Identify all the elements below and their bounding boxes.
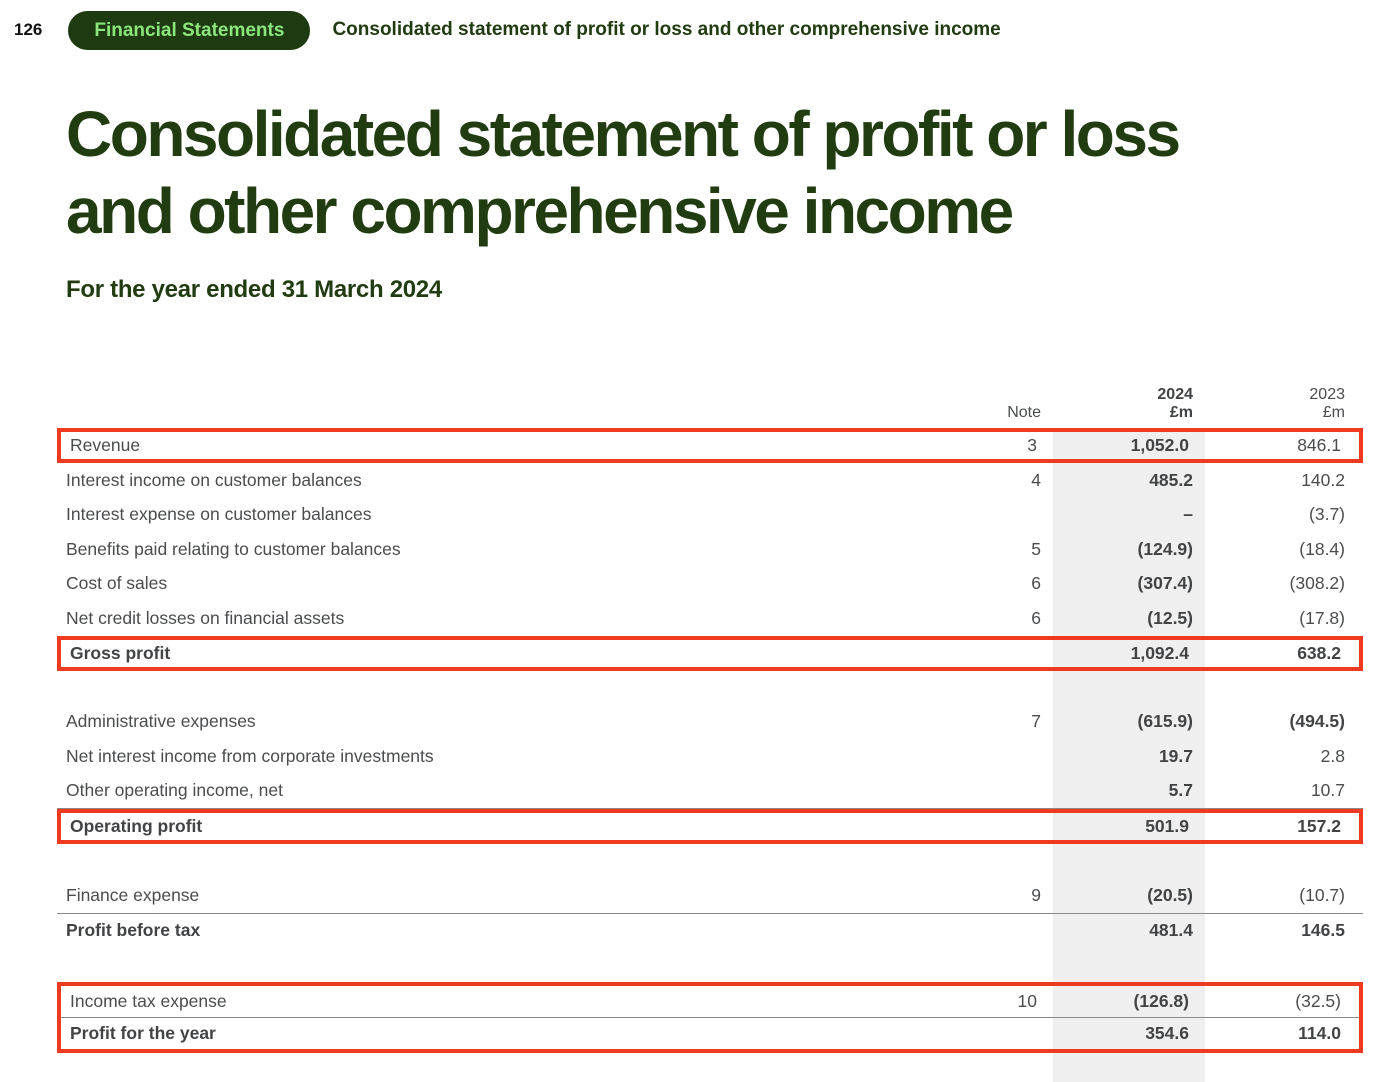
table-body bbox=[57, 428, 1363, 1053]
value-2023-cell: (18.4) bbox=[1299, 538, 1345, 559]
value-2023-cell: 114.0 bbox=[1298, 1023, 1341, 1043]
note-cell: 7 bbox=[1031, 711, 1041, 732]
highlight-box bbox=[57, 428, 1363, 463]
table-row bbox=[61, 986, 1359, 1017]
row-label: Benefits paid relating to customer balances bbox=[66, 538, 401, 559]
value-2023-cell: 2.8 bbox=[1320, 745, 1345, 766]
page-title-line2: and other comprehensive income bbox=[66, 175, 1012, 247]
income-statement-table bbox=[57, 378, 1363, 1082]
table-row bbox=[57, 705, 1363, 740]
value-2023-cell: 140.2 bbox=[1301, 469, 1345, 490]
note-cell: 4 bbox=[1031, 469, 1041, 490]
col-header-2023-unit: £m bbox=[1322, 404, 1345, 421]
section-gap bbox=[57, 844, 1363, 878]
table-row bbox=[61, 432, 1359, 459]
row-label: Profit for the year bbox=[70, 1023, 216, 1043]
table-row bbox=[57, 914, 1363, 949]
col-header-note: Note bbox=[1007, 404, 1041, 421]
col-header-2024 bbox=[1053, 386, 1205, 422]
value-2024-cell: 501.9 bbox=[1145, 816, 1189, 836]
value-2024-cell: (12.5) bbox=[1147, 607, 1193, 628]
table-row bbox=[57, 878, 1363, 913]
value-2024-cell: 1,052.0 bbox=[1130, 435, 1189, 455]
row-label: Interest expense on customer balances bbox=[66, 504, 372, 525]
section-gap bbox=[57, 671, 1363, 705]
table-row bbox=[57, 498, 1363, 533]
period-subtitle: For the year ended 31 March 2024 bbox=[66, 276, 442, 303]
value-2023-cell: (494.5) bbox=[1289, 711, 1345, 732]
table-row bbox=[57, 532, 1363, 567]
row-label: Finance expense bbox=[66, 884, 200, 905]
value-2023-cell: (3.7) bbox=[1309, 504, 1345, 525]
value-2024-cell: – bbox=[1183, 504, 1193, 525]
value-2024-cell: 5.7 bbox=[1168, 780, 1193, 801]
page-title bbox=[66, 96, 1179, 250]
top-bar bbox=[14, 8, 1001, 52]
page-number: 126 bbox=[14, 20, 43, 39]
value-2024-cell: 485.2 bbox=[1149, 469, 1193, 490]
value-2023-cell: 146.5 bbox=[1301, 920, 1345, 941]
row-label: Revenue bbox=[70, 435, 141, 455]
row-label: Administrative expenses bbox=[66, 711, 256, 732]
value-2023-cell: (32.5) bbox=[1295, 991, 1341, 1011]
col-header-2024-unit: £m bbox=[1169, 404, 1193, 421]
section-badge[interactable]: Financial Statements bbox=[68, 11, 310, 50]
table-row bbox=[61, 813, 1359, 840]
row-label: Interest income on customer balances bbox=[66, 469, 362, 490]
value-2024-cell: 354.6 bbox=[1145, 1023, 1189, 1043]
row-label: Operating profit bbox=[70, 816, 203, 836]
row-label: Income tax expense bbox=[70, 991, 227, 1011]
note-cell: 3 bbox=[1027, 435, 1037, 455]
col-header-2023-year: 2023 bbox=[1309, 386, 1345, 403]
value-2024-cell: (20.5) bbox=[1147, 884, 1193, 905]
value-2023-cell: (17.8) bbox=[1299, 607, 1345, 628]
note-cell: 6 bbox=[1031, 607, 1041, 628]
note-cell: 10 bbox=[1017, 991, 1037, 1011]
col-header-2023 bbox=[1205, 386, 1345, 422]
highlight-box bbox=[57, 636, 1363, 671]
note-cell: 9 bbox=[1031, 884, 1041, 905]
highlight-box bbox=[57, 809, 1363, 844]
value-2024-cell: (126.8) bbox=[1133, 991, 1189, 1011]
table-row bbox=[57, 739, 1363, 774]
value-2023-cell: 10.7 bbox=[1310, 780, 1345, 801]
value-2023-cell: 846.1 bbox=[1297, 435, 1341, 455]
value-2024-cell: 19.7 bbox=[1158, 745, 1193, 766]
value-2023-cell: (10.7) bbox=[1299, 884, 1345, 905]
col-header-2024-year: 2024 bbox=[1157, 386, 1193, 403]
row-label: Net credit losses on financial assets bbox=[66, 607, 345, 628]
row-label: Profit before tax bbox=[66, 920, 201, 941]
table-header-row bbox=[57, 378, 1363, 428]
value-2023-cell: 638.2 bbox=[1297, 642, 1341, 663]
table-row bbox=[57, 774, 1363, 809]
page-title-line1: Consolidated statement of profit or loss bbox=[66, 98, 1179, 170]
breadcrumb: Consolidated statement of profit or loss and other comprehensive income bbox=[332, 19, 1001, 40]
value-2024-cell: 481.4 bbox=[1149, 920, 1193, 941]
value-2023-cell: (308.2) bbox=[1289, 573, 1345, 594]
row-label: Gross profit bbox=[70, 642, 171, 663]
table-row bbox=[57, 567, 1363, 602]
value-2024-cell: (124.9) bbox=[1137, 538, 1193, 559]
note-cell: 5 bbox=[1031, 538, 1041, 559]
value-2024-cell: (615.9) bbox=[1137, 711, 1193, 732]
row-label: Other operating income, net bbox=[66, 780, 283, 801]
table-row bbox=[61, 1018, 1359, 1049]
highlight-box bbox=[57, 982, 1363, 1053]
table-row bbox=[57, 601, 1363, 636]
value-2023-cell: 157.2 bbox=[1297, 816, 1341, 836]
table-row bbox=[57, 463, 1363, 498]
note-cell: 6 bbox=[1031, 573, 1041, 594]
section-gap bbox=[57, 948, 1363, 982]
table-row bbox=[61, 640, 1359, 667]
value-2024-cell: 1,092.4 bbox=[1130, 642, 1189, 663]
row-label: Cost of sales bbox=[66, 573, 168, 594]
value-2024-cell: (307.4) bbox=[1137, 573, 1193, 594]
row-label: Net interest income from corporate investments bbox=[66, 745, 434, 766]
